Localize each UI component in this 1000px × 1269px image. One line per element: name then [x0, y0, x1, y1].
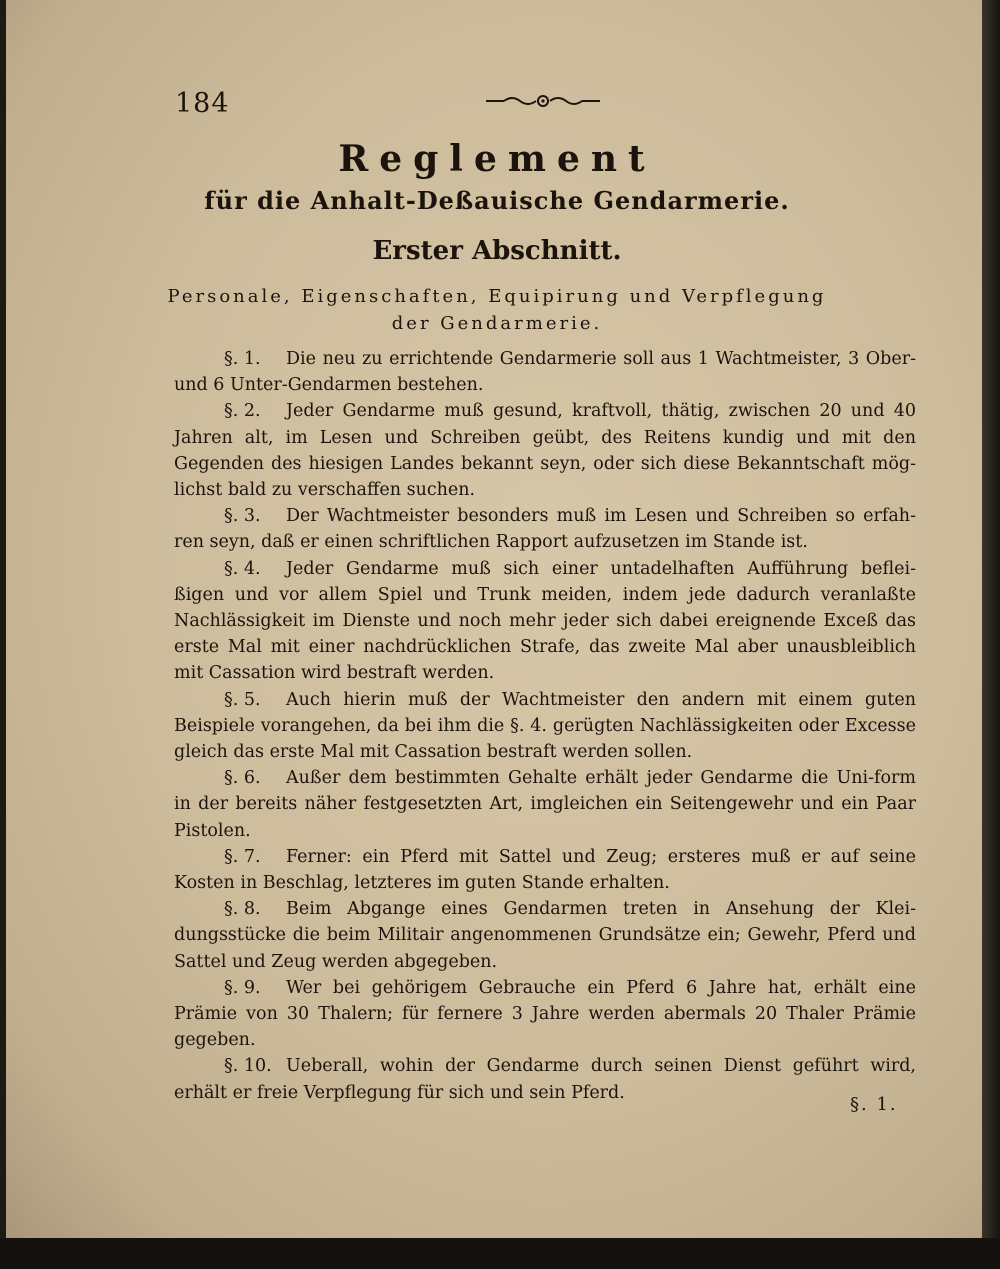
paragraph-5	[174, 687, 916, 766]
decorative-ornament-icon	[484, 92, 602, 108]
page-number: 184	[175, 88, 230, 119]
paragraph-text: Ueberall, wohin der Gendarme durch seinen Dienst geführt wird, erhält er freie Verpflegung für sich und sein Pferd.	[174, 1056, 916, 1103]
paragraph-1	[174, 346, 916, 398]
paragraph-7	[174, 844, 916, 896]
paragraph-number: §. 1.	[224, 349, 261, 369]
paragraph-text: Auch hierin muß der Wachtmeister den andern mit einem guten Beispiele vorangehen, da bei ihm die §. 4. gerügten Nachlässigkeiten oder Excesse gleich das erste Mal mit Cassation bestraft werden sollen.	[174, 689, 916, 763]
scan-bottom-edge	[0, 1238, 1000, 1269]
section-subheading	[6, 283, 988, 337]
paragraph-2	[174, 398, 916, 503]
book-page	[6, 0, 988, 1238]
document-subtitle: für die Anhalt-Deßauische Gendarmerie.	[204, 186, 790, 215]
paragraph-number: §. 8.	[224, 899, 261, 920]
section-heading: Erster Abschnitt.	[372, 236, 622, 266]
paragraph-3	[174, 503, 916, 555]
paragraph-text: Der Wachtmeister besonders muß im Lesen und Schreiben so erfah-ren seyn, daß er einen schriftlichen Rapport aufzusetzen im Stande ist.	[174, 506, 916, 553]
document-title: Reglement	[338, 138, 656, 180]
section-subheading-line: Personale, Eigenschaften, Equipirung und Verpflegung	[167, 286, 827, 307]
paragraph-number: §. 5.	[224, 689, 261, 710]
paragraph-number: §. 4.	[224, 558, 261, 579]
binding-gutter	[982, 0, 1000, 1238]
paragraph-9	[174, 975, 916, 1054]
paragraph-number: §. 7.	[224, 846, 261, 867]
paragraph-text: Wer bei gehörigem Gebrauche ein Pferd 6 Jahre hat, erhält eine Prämie von 30 Thalern; für fernere 3 Jahre werden abermals 20 Thaler Prämie gegeben.	[174, 977, 916, 1051]
paragraph-text: Beim Abgange eines Gendarmen treten in Ansehung der Klei-dungsstücke die beim Militair angenommenen Grundsätze ein; Gewehr, Pferd und Sattel und Zeug werden abgegeben.	[174, 899, 916, 972]
catchword: §. 1.	[850, 1094, 898, 1115]
paragraph-list	[174, 346, 916, 1106]
paragraph-4	[174, 556, 916, 687]
paragraph-8	[174, 896, 916, 975]
paragraph-number: §. 6.	[224, 768, 261, 789]
paragraph-10	[174, 1053, 916, 1105]
paragraph-text: Jeder Gendarme muß sich einer untadelhaften Aufführung beflei-ßigen und vor allem Spiel und Trunk meiden, indem jede dadurch veranlaßte Nachlässigkeit im Dienste und noch mehr jeder sich dabei ereignende Exceß das erste Mal mit einer nachdrücklichen Strafe, das zweite Mal aber unausbleiblich mit Cassation wird bestraft werden.	[174, 558, 916, 684]
paragraph-text: Jeder Gendarme muß gesund, kraftvoll, thätig, zwischen 20 und 40 Jahren alt, im Lesen und Schreiben geübt, des Reitens kundig und mit den Gegenden des hiesigen Landes bekannt seyn, oder sich diese Bekanntschaft mög-lichst bald zu verschaffen suchen.	[174, 401, 916, 501]
paragraph-text: Die neu zu errichtende Gendarmerie soll aus 1 Wachtmeister, 3 Ober- und 6 Unter-Gendarmen bestehen.	[174, 349, 916, 396]
paragraph-number: §. 10.	[224, 1056, 272, 1077]
paragraph-number: §. 3.	[224, 506, 261, 527]
paragraph-text: Außer dem bestimmten Gehalte erhält jeder Gendarme die Uni-form in der bereits näher festgesetzten Art, imgleichen ein Seitengewehr und ein Paar Pistolen.	[174, 768, 916, 841]
paragraph-number: §. 9.	[224, 977, 261, 998]
section-subheading-line: der Gendarmerie.	[391, 313, 603, 334]
paragraph-6	[174, 765, 916, 844]
paragraph-text: Ferner: ein Pferd mit Sattel und Zeug; ersteres muß er auf seine Kosten in Beschlag, letzteres im guten Stande erhalten.	[174, 846, 916, 894]
paragraph-number: §. 2.	[224, 401, 261, 422]
